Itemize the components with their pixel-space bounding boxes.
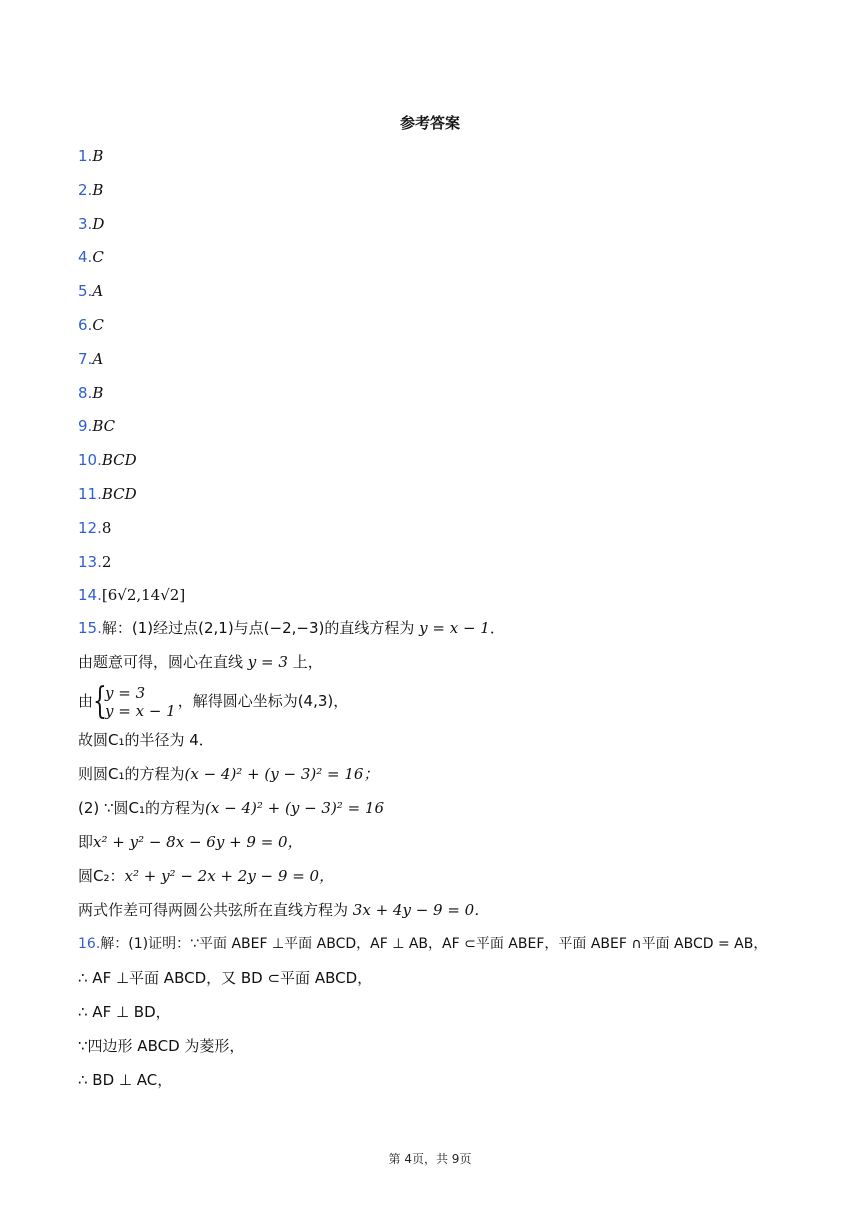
answer-number: 11. [78,485,102,503]
q15-line-9: 两式作差可得两圆公共弦所在直线方程为 3x + 4y − 9 = 0． [78,901,490,919]
answer-value: C [92,248,104,266]
answer-number: 6. [78,316,93,334]
answer-number: 7. [78,350,93,368]
answer-line [78,247,104,267]
q16-line-2: ∴ AF ⊥平面 ABCD，又 BD ⊂平面 ABCD， [78,969,373,987]
answer-value: A [92,282,104,300]
answer-number: 3. [78,215,93,233]
q15-line-8: 圆C₂：x² + y² − 2x + 2y − 9 = 0， [78,867,335,885]
answer-line [78,585,185,605]
q16-line-1: 16.解：(1)证明：∵平面 ABEF ⊥平面 ABCD，AF ⊥ AB，AF ⊂平面 ABEF，平面 ABEF ∩平面 ABCD = AB， [78,936,768,952]
answer-line [78,146,103,166]
answer-line [78,450,137,470]
answer-value: B [92,181,104,199]
answer-value: BC [92,417,116,435]
q15-number: 15. [78,619,102,637]
q15-line-5: 则圆C₁的方程为(x − 4)² + (y − 3)² = 16； [78,765,379,783]
page-footer: 第 4页，共 9页 [388,1152,472,1166]
q16-line-5: ∴ BD ⊥ AC， [78,1071,173,1089]
answer-value: BCD [101,451,137,469]
answer-number: 4. [78,248,93,266]
answer-line [78,484,137,504]
answer-value: 2 [101,553,112,571]
answer-number: 1. [78,147,93,165]
answer-value: A [92,350,104,368]
answer-value: B [92,147,104,165]
q15-line-7: 即x² + y² − 8x − 6y + 9 = 0， [78,833,303,851]
answer-value: [6√2,14√2] [101,586,186,604]
answer-line [78,349,103,369]
answer-line [78,416,115,436]
answer-number: 10. [78,451,102,469]
answer-number: 13. [78,553,102,571]
answer-number: 14. [78,586,102,604]
answer-number: 12. [78,519,102,537]
q15-line-4: 故圆C₁的半径为 4． [78,731,214,749]
equation-system: { y = 3 y = x − 1 [93,681,176,722]
answer-line [78,552,111,572]
answer-line [78,281,103,301]
answer-value: C [92,316,104,334]
q15-line-6: (2) ∵圆C₁的方程为(x − 4)² + (y − 3)² = 16 [78,799,385,817]
answer-value: 8 [101,519,112,537]
q15-line-2: 由题意可得，圆心在直线 y = 3 上， [78,653,323,671]
page-title: 参考答案 [399,114,460,132]
q15-line-3: 由 { y = 3 y = x − 1 ，解得圆心坐标为(4,3)， [78,681,349,722]
answer-line [78,383,103,403]
answer-line [78,180,103,200]
answer-line [78,518,111,538]
answer-number: 2. [78,181,93,199]
answer-line [78,214,104,234]
q16-line-3: ∴ AF ⊥ BD， [78,1003,171,1021]
q16-number: 16. [78,936,101,952]
answer-line [78,315,104,335]
q15-line-1: 15.解：(1)经过点(2,1)与点(−2,−3)的直线方程为 y = x − 1． [78,619,505,637]
answer-number: 8. [78,384,93,402]
q16-line-4: ∵四边形 ABCD 为菱形， [78,1037,245,1055]
answer-value: D [92,215,105,233]
answer-value: B [92,384,104,402]
answer-number: 9. [78,417,93,435]
answer-number: 5. [78,282,93,300]
answer-value: BCD [101,485,137,503]
